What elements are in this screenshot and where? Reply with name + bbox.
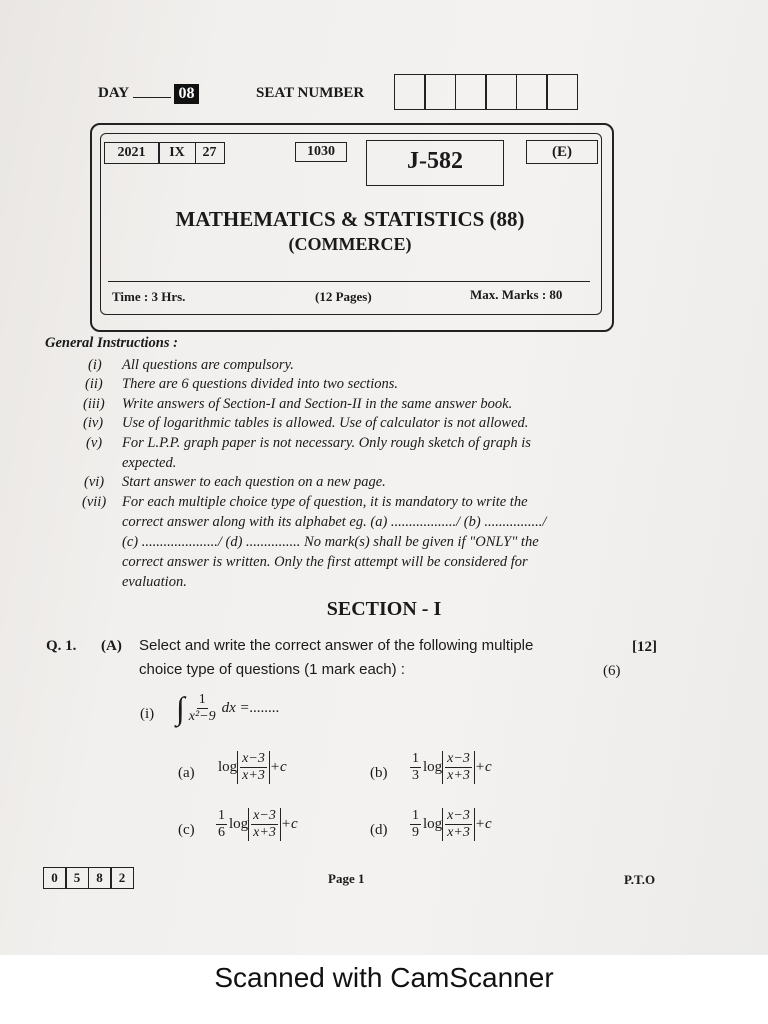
log-text: log (423, 816, 443, 832)
instruction-text: There are 6 questions divided into two sections. (122, 376, 399, 392)
code-digit: 5 (65, 867, 89, 889)
integral-fraction (187, 692, 218, 725)
coefficient-denominator: 6 (218, 825, 225, 840)
constant-term: +c (269, 759, 287, 775)
paper-code: J-582 (366, 140, 504, 186)
instruction-text: All questions are compulsory. (122, 357, 294, 373)
day-label: DAY (98, 85, 130, 101)
option-label: (c) (178, 822, 195, 838)
log-text: log (218, 759, 238, 775)
day-value: 08 (174, 84, 199, 104)
code-row (105, 142, 225, 164)
subject-title: MATHEMATICS & STATISTICS (88) (175, 207, 525, 231)
instruction-text: Start answer to each question on a new page. (122, 474, 386, 490)
constant-term: +c (280, 816, 298, 832)
fraction-numerator: x−3 (242, 751, 265, 766)
instruction-number: (v) (86, 435, 103, 451)
seat-box (455, 74, 487, 110)
page-number: Page 1 (328, 871, 365, 886)
fraction-denominator: x+3 (253, 825, 276, 840)
question-part: (A) (101, 638, 122, 654)
pto-label: P.T.O (624, 872, 656, 887)
coefficient-numerator: 1 (412, 751, 419, 766)
option-fraction (445, 751, 472, 784)
absolute-value (442, 808, 475, 841)
constant-term: +c (474, 816, 492, 832)
seat-box (516, 74, 548, 110)
fraction-numerator: x−3 (447, 751, 470, 766)
instruction-text: (c) ...................../ (d) ............... No mark(s) shall be given if "ONLY" the (122, 534, 539, 550)
coefficient-denominator: 3 (412, 768, 419, 783)
coefficient-fraction (410, 808, 421, 841)
integral-tail: dx =........ (221, 699, 280, 716)
coefficient-numerator: 1 (218, 808, 225, 823)
instruction-number: (i) (88, 357, 102, 373)
time-label: Time : 3 Hrs. (112, 289, 186, 304)
code-digit: 8 (88, 867, 112, 889)
instruction-number: (iii) (83, 396, 105, 412)
log-text: log (229, 816, 249, 832)
seat-box (394, 74, 426, 110)
option-b-expression (410, 751, 492, 784)
absolute-value (248, 808, 281, 841)
seat-box (485, 74, 517, 110)
instruction-number: (vii) (82, 494, 107, 510)
max-marks-label: Max. Marks : 80 (470, 287, 563, 302)
fraction-denominator: x+3 (447, 825, 470, 840)
question-text: Select and write the correct answer of the following multiple (139, 637, 534, 654)
instruction-text: evaluation. (122, 574, 187, 590)
seat-box (424, 74, 456, 110)
integral-sign: ∫ (176, 690, 185, 726)
seat-box (546, 74, 578, 110)
paper-code-boxes (44, 867, 134, 889)
coefficient-numerator: 1 (412, 808, 419, 823)
seat-number-label: SEAT NUMBER (256, 85, 365, 101)
instruction-text: expected. (122, 455, 177, 471)
stream-title: (COMMERCE) (288, 234, 412, 254)
integral-expression (176, 690, 280, 726)
seat-number-boxes (395, 74, 578, 110)
option-a-expression (218, 751, 287, 784)
option-fraction (445, 808, 472, 841)
integral-denominator: x²−9 (188, 708, 216, 724)
instruction-text: Use of logarithmic tables is allowed. Use of calculator is not allowed. (122, 415, 529, 431)
absolute-value (442, 751, 475, 784)
fraction-numerator: x−3 (253, 808, 276, 823)
coefficient-denominator: 9 (412, 825, 419, 840)
log-text: log (423, 759, 443, 775)
option-label: (a) (178, 765, 195, 781)
marks-total: [12] (632, 639, 657, 655)
sub-question-label: (i) (140, 706, 155, 722)
coefficient-fraction (216, 808, 227, 841)
instruction-text: For L.P.P. graph paper is not necessary. Only rough sketch of graph is (122, 435, 531, 451)
option-label: (b) (370, 765, 388, 781)
code-date: 27 (195, 142, 225, 164)
constant-term: +c (474, 759, 492, 775)
section-heading: SECTION - I (326, 598, 442, 620)
fraction-denominator: x+3 (447, 768, 470, 783)
day-underline (133, 97, 171, 98)
option-label: (d) (370, 822, 388, 838)
instruction-number: (ii) (85, 376, 103, 392)
option-fraction (240, 751, 267, 784)
instruction-number: (vi) (84, 474, 105, 490)
integral-numerator: 1 (198, 691, 206, 707)
instructions-title: General Instructions : (45, 335, 178, 351)
option-fraction (251, 808, 278, 841)
code-year: 2021 (104, 142, 160, 164)
code-digit: 0 (43, 867, 67, 889)
absolute-value (237, 751, 270, 784)
pages-label: (12 Pages) (315, 289, 372, 304)
coefficient-fraction (410, 751, 421, 784)
instruction-text: Write answers of Section-I and Section-II in the same answer book. (122, 396, 513, 412)
instruction-text: For each multiple choice type of question, it is mandatory to write the (122, 494, 528, 510)
option-d-expression (410, 808, 492, 841)
code-month: IX (158, 142, 196, 164)
fraction-numerator: x−3 (447, 808, 470, 823)
code-1030: 1030 (295, 142, 347, 162)
option-c-expression (216, 808, 298, 841)
camscanner-watermark: Scanned with CamScanner (214, 962, 554, 993)
medium-code: (E) (526, 140, 598, 164)
question-number: Q. 1. (46, 638, 77, 654)
marks-part: (6) (603, 663, 621, 679)
fraction-denominator: x+3 (242, 768, 265, 783)
instruction-number: (iv) (83, 415, 104, 431)
instruction-text: correct answer along with its alphabet eg. (a) ................../ (b) ................/ (122, 514, 547, 530)
code-digit: 2 (110, 867, 134, 889)
question-text: choice type of questions (1 mark each) : (139, 661, 405, 678)
instruction-text: correct answer is written. Only the first attempt will be considered for (122, 554, 528, 570)
